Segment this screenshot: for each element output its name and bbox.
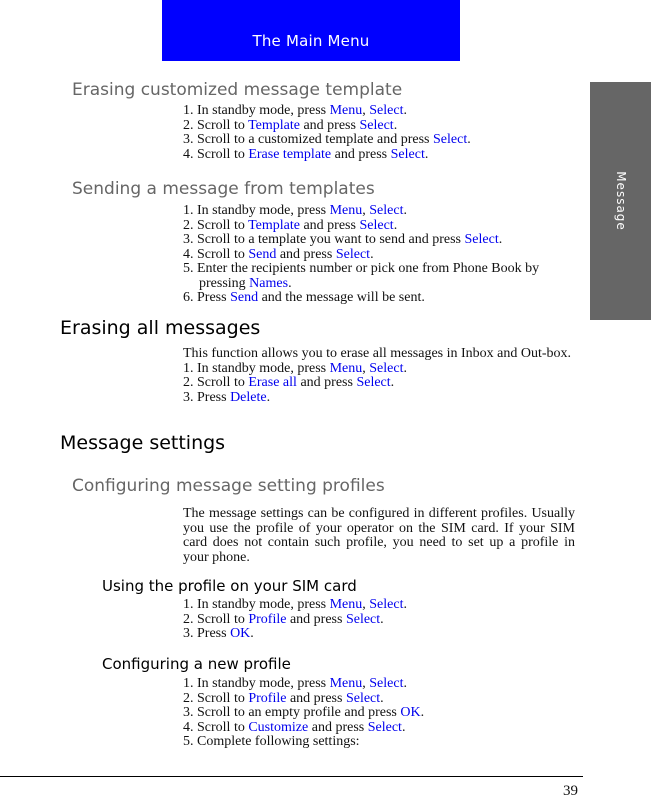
instruction-step: 5. Enter the recipients number or pick one from Phone Book by pressing Names. [183,261,540,291]
heading-message-settings: Message settings [60,432,226,454]
key-name: Menu [329,103,363,118]
heading-erase-all: Erasing all messages [60,317,261,339]
steps-erase-all [183,362,575,406]
chapter-banner [162,0,460,61]
page-number: 39 [563,783,578,799]
key-name: Menu [329,203,363,218]
key-name: Select [359,117,394,133]
key-name: Select [390,146,425,162]
key-name: Select [369,676,404,691]
instruction-step: 1. In standby mode, press Menu, Select. [183,597,407,612]
heading-config-profiles: Configuring message setting profiles [72,476,385,496]
key-name: Select [369,597,404,612]
key-name: Menu [329,676,363,691]
key-name: Select [369,360,404,376]
section-side-tab [590,82,651,320]
key-name: Send [230,290,259,305]
instruction-step: 4. Scroll to Customize and press Select. [183,719,406,735]
instruction-step: 6. Press Send and the message will be sent. [183,290,425,305]
instruction-step: 1. In standby mode, press Menu, Select. [183,203,407,218]
key-name: Send [248,246,277,262]
heading-sim-profile: Using the profile on your SIM card [102,577,357,595]
instruction-step: 2. Scroll to Erase all and press Select. [183,375,395,390]
key-name: OK [400,705,421,720]
key-name: Select [369,103,404,118]
heading-erase-template: Erasing customized message template [72,80,403,100]
heading-new-profile: Configuring a new profile [102,655,291,673]
instruction-step: 3. Press OK. [183,626,254,641]
key-name: Profile [248,611,287,627]
key-name: Select [335,246,371,262]
key-name: Profile [248,690,287,706]
instruction-step: 2. Scroll to Template and press Select. [183,117,398,133]
heading-send-template: Sending a message from templates [72,179,375,199]
instruction-step: 3. Scroll to a customized template and press Select. [183,132,471,147]
instruction-step: 1. In standby mode, press Menu, Select. [183,360,407,376]
config-profiles-block [183,507,575,565]
key-name: Template [248,217,300,233]
instruction-step: 5. Complete following settings: [183,734,360,749]
erase-all-intro: This function allows you to erase all messages in Inbox and Out-box. [183,346,572,361]
key-name: Select [356,375,391,390]
steps-new-profile [183,677,575,750]
key-name: Select [369,203,404,218]
steps-sim-profile [183,598,575,642]
key-name: Select [367,719,402,735]
key-name: Delete [230,389,267,405]
key-name: Erase all [248,375,297,390]
key-name: Menu [329,597,363,612]
instruction-step: 4. Scroll to Send and press Select. [183,246,374,262]
footer-divider [0,776,583,777]
key-name: Menu [329,360,363,376]
side-tab-label: Message [613,171,628,231]
key-name: Erase template [248,146,332,162]
instruction-step: 3. Scroll to a template you want to send and press Select. [183,232,503,247]
key-name: Customize [248,719,309,735]
key-name: Select [433,132,468,147]
key-name: Select [345,690,381,706]
erase-all-block [183,347,575,405]
instruction-step: 3. Scroll to an empty profile and press OK. [183,705,425,720]
steps-send-template [183,204,575,306]
key-name: OK [230,626,251,641]
instruction-step: 3. Press Delete. [183,389,271,405]
key-name: Names [249,275,289,291]
instruction-step: 2. Scroll to Profile and press Select. [183,690,384,706]
chapter-title: The Main Menu [252,32,370,50]
key-name: Select [345,611,381,627]
instruction-step: 1. In standby mode, press Menu, Select. [183,103,407,118]
instruction-step: 2. Scroll to Template and press Select. [183,217,398,233]
key-name: Select [464,232,499,247]
instruction-step: 4. Scroll to Erase template and press Select. [183,146,429,162]
key-name: Template [248,117,300,133]
instruction-step: 2. Scroll to Profile and press Select. [183,611,384,627]
config-profiles-intro: The message settings can be configured in different profiles. Usually you use the profile of your operator on the SIM card. If your SIM card does not contain such profile, you need to set up a profile in your phone. [183,506,575,565]
instruction-step: 1. In standby mode, press Menu, Select. [183,676,407,691]
steps-erase-template [183,104,575,162]
key-name: Select [359,217,394,233]
